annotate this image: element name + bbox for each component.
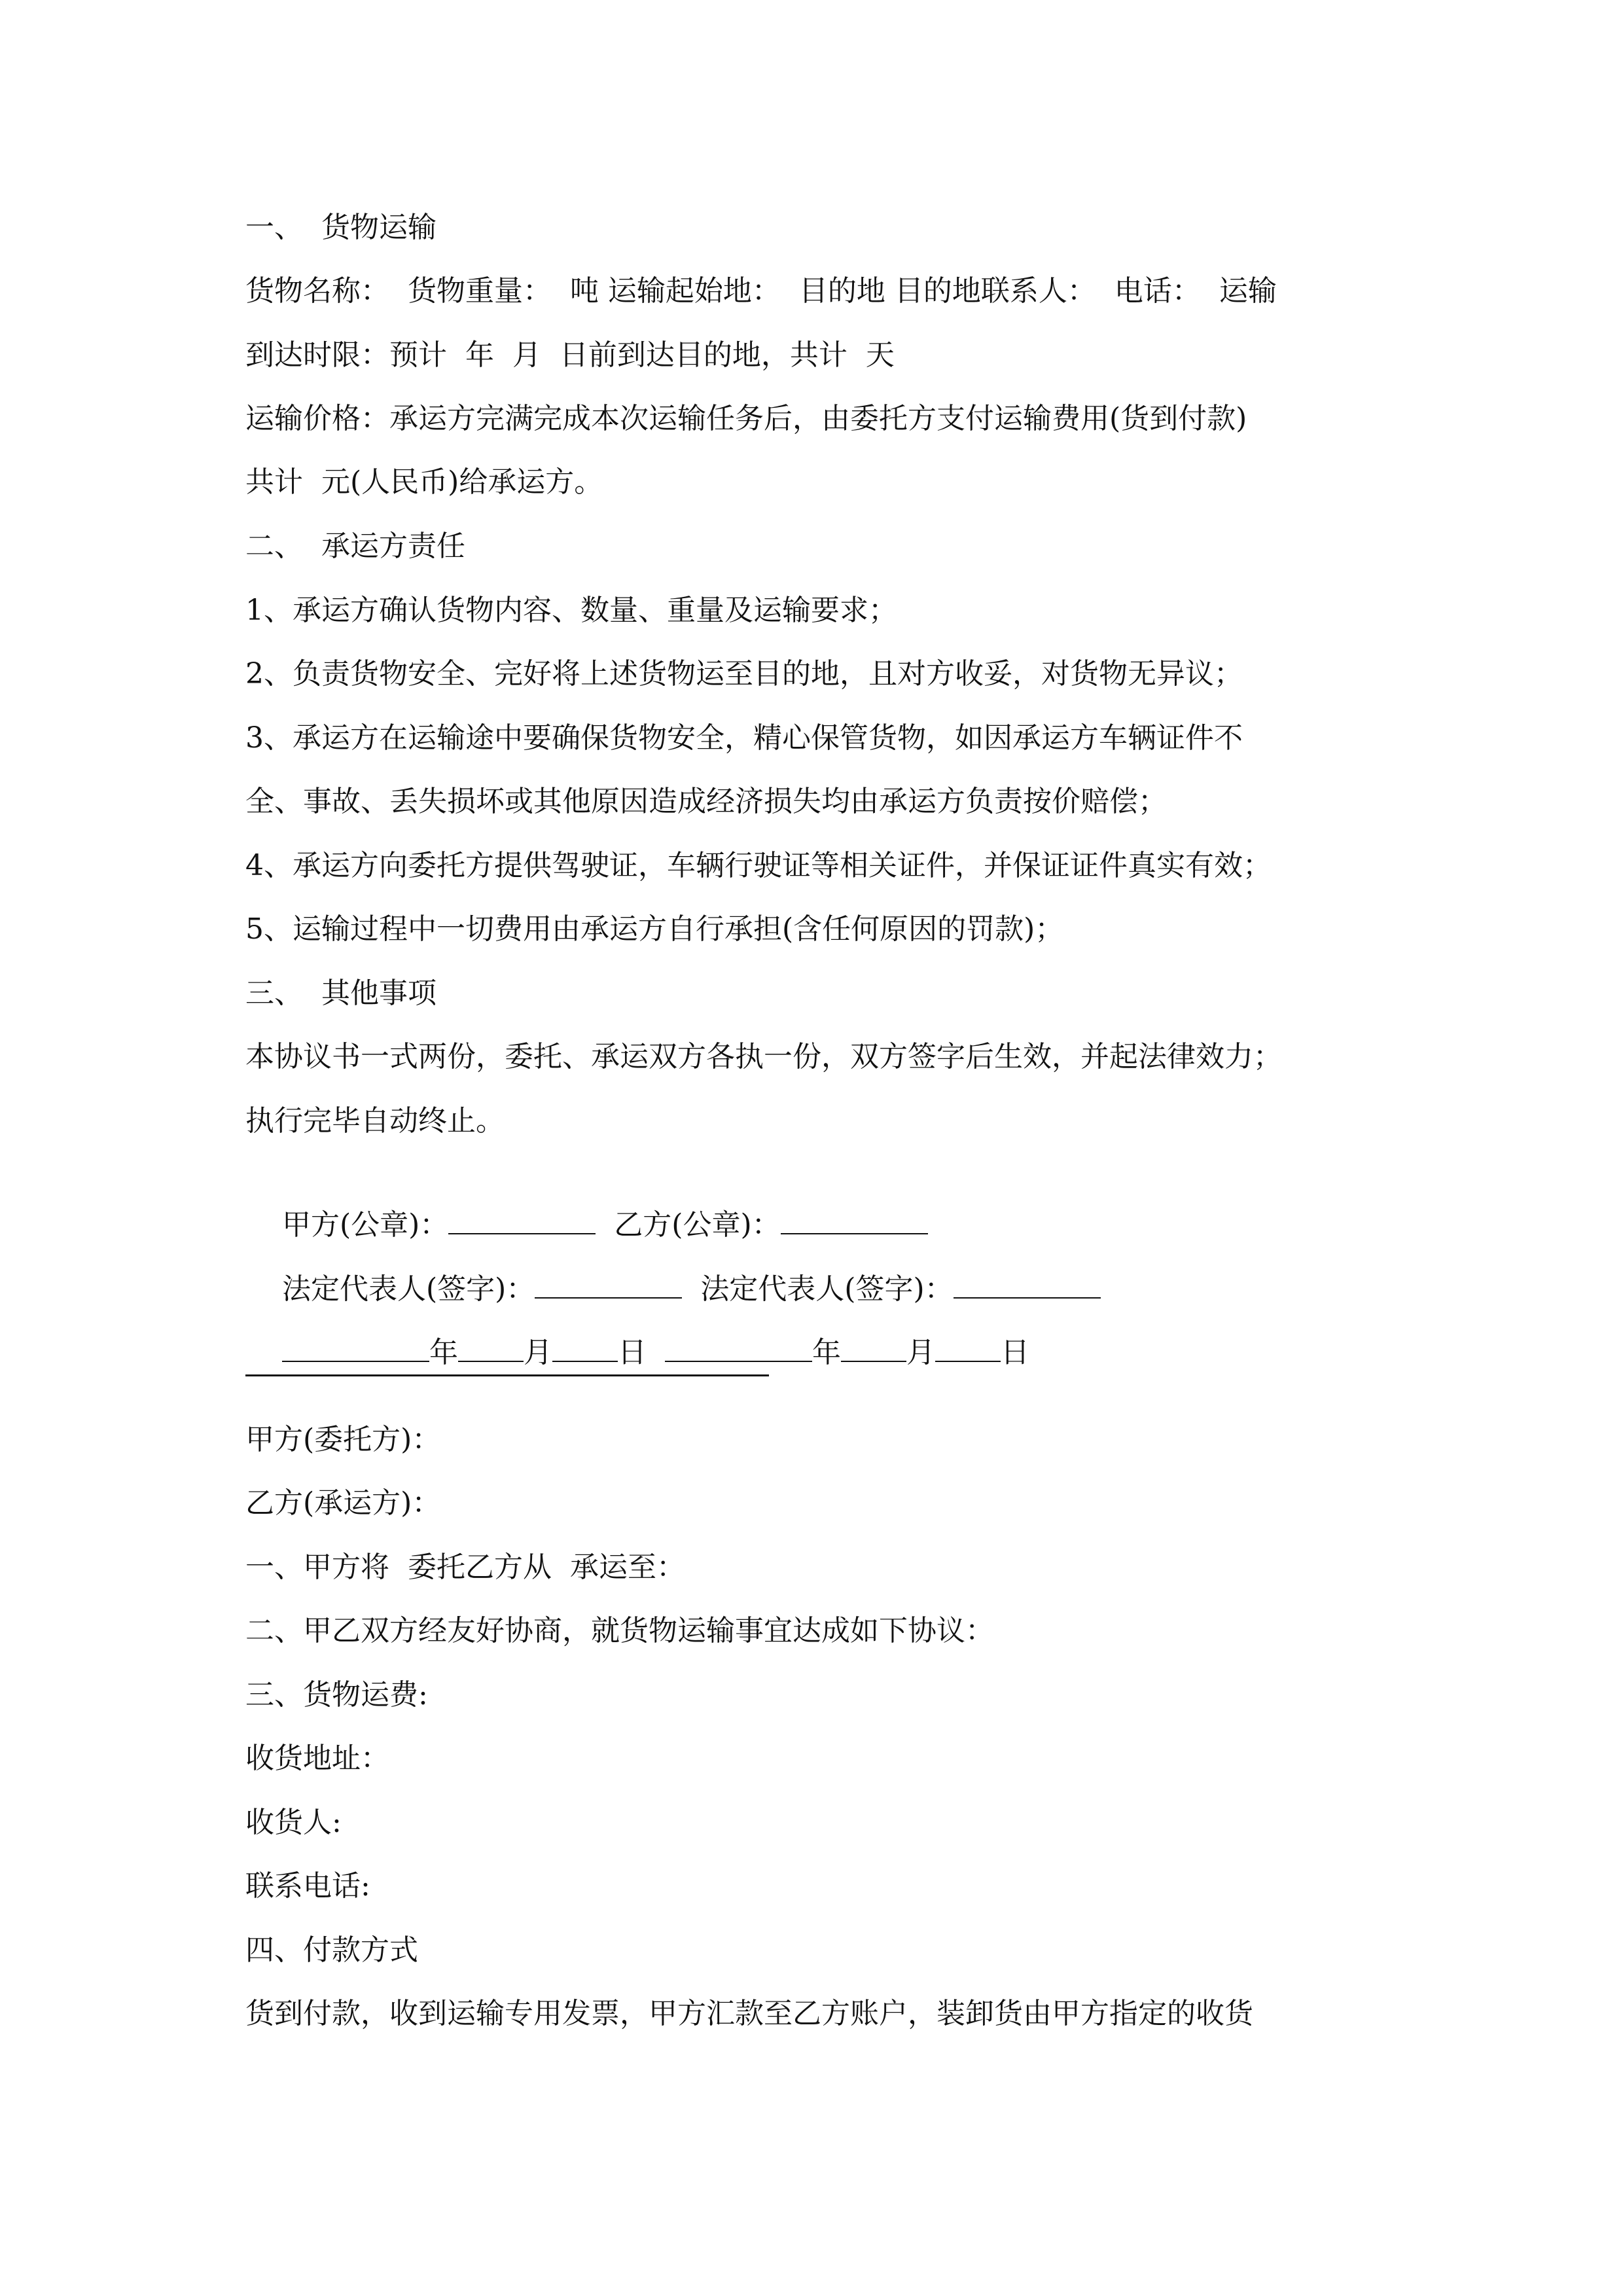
paragraph-line: 4、承运方向委托方提供驾驶证，车辆行驶证等相关证件，并保证证件真实有效； bbox=[245, 849, 1272, 882]
paragraph-line: 运输价格：承运方完满完成本次运输任务后，由委托方支付运输费用(货到付款) bbox=[245, 402, 1247, 435]
party-b-seal-label: 乙方(公章)： bbox=[614, 1208, 781, 1242]
paragraph-line: 全、事故、丢失损坏或其他原因造成经济损失均由承运方负责按价赔偿； bbox=[245, 785, 1167, 818]
paragraph-line: 甲方(委托方)： bbox=[245, 1423, 441, 1456]
paragraph-line: 到达时限：预计 年 月 日前到达目的地，共计 天 bbox=[245, 338, 895, 372]
year-b-label: 年 bbox=[812, 1336, 841, 1369]
year-a-label: 年 bbox=[429, 1336, 458, 1369]
paragraph-line: 1、承运方确认货物内容、数量、重量及运输要求； bbox=[245, 594, 897, 627]
date-row bbox=[245, 1293, 1029, 1369]
paragraph-line: 5、运输过程中一切费用由承运方自行承担(含任何原因的罚款)； bbox=[245, 912, 1064, 946]
day-a-blank bbox=[552, 1332, 618, 1362]
paragraph-line: 执行完毕自动终止。 bbox=[245, 1104, 505, 1138]
paragraph-line: 乙方(承运方)： bbox=[245, 1486, 441, 1520]
paragraph-line: 联系电话: bbox=[245, 1869, 370, 1903]
representative-row bbox=[245, 1229, 1101, 1306]
paragraph-line: 收货人: bbox=[245, 1806, 342, 1839]
paragraph-line: 货物名称： 货物重量： 吨 运输起始地： 目的地 目的地联系人： 电话： 运输 bbox=[245, 274, 1277, 308]
section-heading: 三、 其他事项 bbox=[245, 977, 437, 1010]
year-b-blank bbox=[665, 1332, 812, 1362]
section-heading: 一、 货物运输 bbox=[245, 211, 437, 244]
month-a-blank bbox=[458, 1332, 524, 1362]
year-a-blank bbox=[282, 1332, 429, 1362]
seal-row bbox=[245, 1165, 928, 1242]
month-a-label: 月 bbox=[523, 1336, 552, 1369]
rep-b-label: 法定代表人(签字)： bbox=[700, 1272, 954, 1306]
day-b-blank bbox=[935, 1332, 1001, 1362]
paragraph-line: 3、承运方在运输途中要确保货物安全，精心保管货物，如因承运方车辆证件不 bbox=[245, 721, 1243, 755]
party-a-seal-label: 甲方(公章)： bbox=[281, 1208, 449, 1242]
month-b-blank bbox=[841, 1332, 906, 1362]
rep-a-label: 法定代表人(签字)： bbox=[281, 1272, 535, 1306]
paragraph-line: 本协议书一式两份，委托、承运双方各执一份，双方签字后生效，并起法律效力； bbox=[245, 1040, 1282, 1073]
paragraph-line: 三、货物运费: bbox=[245, 1678, 428, 1712]
paragraph-line: 二、甲乙双方经友好协商，就货物运输事宜达成如下协议： bbox=[245, 1614, 994, 1647]
month-b-label: 月 bbox=[906, 1336, 935, 1369]
paragraph-line: 2、负责货物安全、完好将上述货物运至目的地，且对方收妥，对货物无异议； bbox=[245, 657, 1243, 691]
paragraph-line: 收货地址： bbox=[245, 1742, 389, 1775]
separator-line bbox=[245, 1374, 769, 1376]
paragraph-line: 一、甲方将 委托乙方从 承运至： bbox=[245, 1551, 685, 1584]
paragraph-line: 共计 元(人民币)给承运方。 bbox=[245, 465, 603, 499]
section-heading: 四、付款方式 bbox=[245, 1933, 418, 1967]
paragraph-line: 货到付款，收到运输专用发票，甲方汇款至乙方账户，装卸货由甲方指定的收货 bbox=[245, 1997, 1253, 2030]
day-a-label: 日 bbox=[617, 1336, 647, 1369]
day-b-label: 日 bbox=[1000, 1336, 1029, 1369]
section-heading: 二、 承运方责任 bbox=[245, 529, 465, 563]
